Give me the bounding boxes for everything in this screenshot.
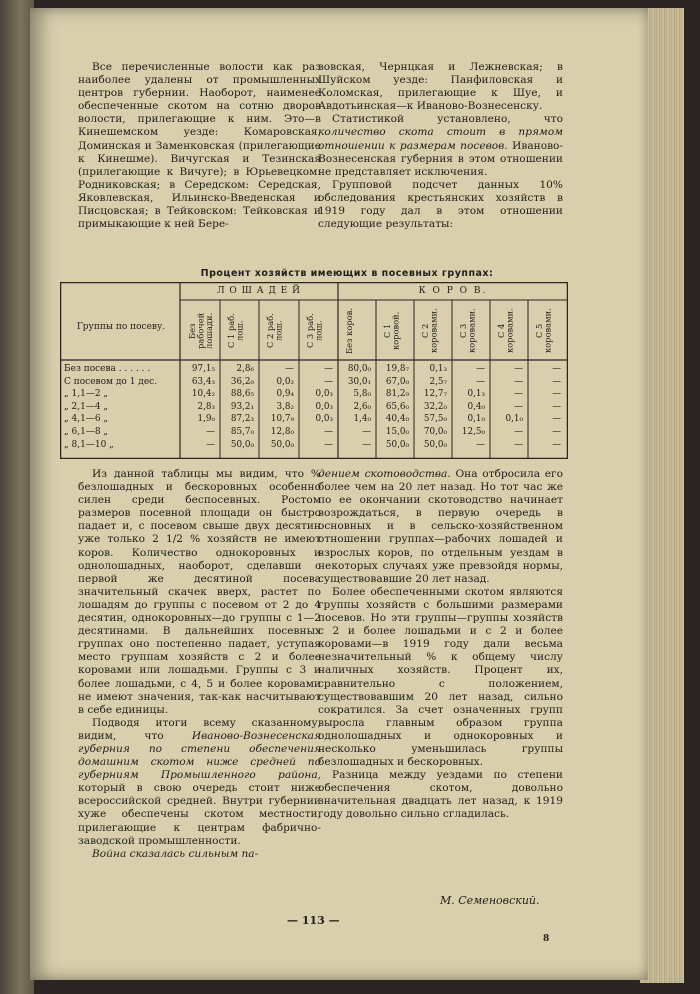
table-cell: 50,0₀: [385, 439, 409, 450]
col-header-cow: С 1 коровой.: [382, 311, 401, 351]
table-cell: 32,2₀: [423, 401, 447, 412]
table-cell: 50,0₀: [423, 439, 447, 450]
table-cell: 36,2₀: [230, 376, 254, 387]
table-cell: 12,8₀: [270, 427, 294, 437]
paragraph-7-cont: дением скотоводства. Она отбросила его более чем на 20 лет назад. Но тот час же по ее окончании скотоводство начинает возрождаться, в первую очередь в основных и в сельско-хозяйственном отношении группах—рабочих лошадей и взрослых коров, по отдельным уездам в некоторых случаях уже превзойдя нормы, существовавшие 20 лет назад.: [318, 468, 563, 585]
table-cell: —: [206, 439, 215, 450]
paragraph-6: Подводя итоги всему сказанному, видим, что Иваново-Вознесенская губерния по степени обеспечения домашним скотом ниже средней по губерниям Промышленного района, который в свою очередь стоит ниже всероссийской средней. Внутри губернии хуже обеспечены скотом местности, прилегающие к центрам фабрично-заводской промышленности.: [78, 716, 321, 847]
table-cell: —: [552, 376, 561, 387]
table-cell: 93,2₁: [230, 401, 254, 412]
table-cell: 87,2₃: [230, 414, 254, 425]
col-header-cow: С 5 коровами.: [534, 308, 553, 354]
row-label: С посевом до 1 дес.: [64, 376, 158, 387]
table-cell: —: [324, 376, 333, 387]
table-cell: —: [476, 364, 485, 374]
page-number: — 113 —: [287, 914, 340, 927]
table-cell: 12,7₇: [423, 389, 447, 400]
row-label: „ 8,1—10 „: [64, 439, 114, 450]
paragraph-7-start: Война сказалась сильным па-: [92, 847, 259, 860]
book-page: [30, 8, 648, 980]
table-cell: 2,5₇: [429, 376, 447, 387]
table-cell: —: [552, 389, 561, 400]
table-cell: 12,5₀: [461, 427, 485, 437]
table-cell: 10,7₉: [270, 414, 294, 425]
table-cell: 0,1₀: [505, 414, 523, 425]
table-cell: —: [514, 376, 523, 387]
table-cell: 0,1₃: [467, 389, 485, 400]
table-cell: 0,1₀: [467, 414, 485, 425]
table-cell: 67,0₀: [385, 376, 409, 387]
table-cell: —: [514, 439, 523, 450]
column-bottom-right: [318, 468, 563, 822]
table-cell: 97,1₅: [191, 364, 215, 374]
facing-page-edge: [0, 0, 34, 994]
table-cell: —: [362, 439, 371, 450]
paragraph-8: Более обеспеченными скотом являются группы хозяйств с большими размерами посевов. Но эти группы—группы хозяйств с 2 и более лошадьми и с 2 и более коровами—в 1919 году дали весьма незначительный % к общему числу наличных хозяйств. Процент их, сравнительно с положением, существовавшим 20 лет назад, сильно сократился. За счет означенных групп выросла главным образом группа однолошадных и однокоровных и несколько уменьшилась группы безлошадных и бескоровных.: [318, 585, 563, 769]
table-cell: —: [552, 414, 561, 425]
column-bottom-left: [78, 468, 321, 861]
header-horses: Л О Ш А Д Е Й: [217, 286, 301, 296]
col-header-cow: С 3 коровами.: [458, 308, 477, 354]
table-cell: 0,0₂: [276, 376, 294, 387]
table-cell: —: [324, 364, 333, 374]
table-cell: 50,0₀: [230, 439, 254, 450]
table-cell: —: [552, 364, 561, 374]
row-label: Без посева . . . . . .: [64, 364, 151, 374]
row-label: „ 6,1—8 „: [64, 427, 109, 437]
table-cell: 0,0₃: [315, 389, 333, 400]
row-label: „ 1,1—2 „: [64, 389, 109, 400]
paragraph-1: Все перечисленные волости как раз наиболее удалены от промышленных центров губернии. Наоборот, наименее обеспеченные скотом на сотню дворов волости, прилегающие к ним. Это—в Кинешемском уезде: Комаровская, Доминская и Заменковская (прилегающие к Кинешме). Вичугская и Тезинская (прилегающие к Вичуге); в Юрьевецком: Родниковская; в Середском: Середская, Яковлевская, Ильинско-Введенская и Писцовская; в Тейковском: Тейковская и примыкающие к ней Бере-: [78, 61, 321, 231]
table-cell: 2,8₃: [197, 401, 215, 412]
table-cell: 85,7₀: [230, 427, 254, 437]
paragraph-2: зовская, Чернцкая и Лежневская; в Шуйском уезде: Панфиловская и Коломская, прилегающие к Шуе, и Авдотьинская—к Иваново-Вознесенску.: [318, 61, 563, 113]
table-cell: 80,0₀: [347, 364, 371, 374]
col-header-horse: С 2 раб. лош.: [265, 313, 284, 349]
header-groups: Группы по посеву.: [76, 322, 166, 332]
paragraph-4: Групповой подсчет данных 10% обследования крестьянских хозяйств в 1919 году дал в этом отношении следующие результаты:: [318, 178, 563, 231]
table-cell: 0,0₃: [315, 401, 333, 412]
paragraph-9: Разница между уездами по степени обеспечения скотом, довольно значительная двадцать лет назад, к 1919 году довольно сильно сгладилась.: [318, 769, 563, 821]
header-cows: К О Р О В.: [418, 286, 488, 296]
table-cell: 1,9₀: [197, 414, 215, 425]
table-cell: —: [514, 427, 523, 437]
table-cell: 88,6₅: [230, 389, 254, 400]
table-cell: —: [476, 376, 485, 387]
col-header-horse: Без рабочей лошади.: [187, 312, 214, 350]
col-header-cow: Без коров.: [344, 308, 354, 354]
table-cell: —: [514, 364, 523, 374]
table-cell: 63,4₃: [191, 376, 215, 387]
table-cell: 3,8₂: [276, 401, 294, 412]
table-cell: —: [362, 427, 371, 437]
col-header-horse: С 3 раб. лош.: [305, 313, 324, 349]
col-header-cow: С 4 коровами.: [496, 308, 515, 354]
row-label: „ 4,1—6 „: [64, 414, 109, 425]
table-cell: 50,0₀: [270, 439, 294, 450]
table-cell: 0,4₀: [467, 401, 485, 412]
table-cell: 15,0₀: [385, 427, 409, 437]
paragraph-3: Статистикой установлено, что количество скота стоит в прямом отношении к размерам посевов. Иваново-Вознесенская губерния в этом отношении не представляет исключения.: [318, 113, 563, 178]
col-header-cow: С 2 коровами.: [420, 308, 439, 354]
row-label: „ 2,1—4 „: [64, 401, 109, 412]
table-cell: 0,9₄: [276, 389, 294, 400]
table-cell: 57,5₀: [423, 414, 447, 425]
table-cell: 2,8₆: [236, 364, 254, 374]
table-cell: 19,8₇: [385, 364, 409, 374]
table-cell: 1,4₀: [353, 414, 371, 425]
column-top-left: [78, 61, 321, 231]
table-cell: 30,0₁: [347, 376, 371, 387]
sheet-mark: 8: [543, 934, 550, 944]
table-cell: 70,0₀: [423, 427, 447, 437]
table-cell: —: [552, 401, 561, 412]
table-cell: 81,2₉: [385, 389, 409, 400]
table-cell: —: [514, 389, 523, 400]
author-signature: М. Семеновский.: [440, 894, 540, 907]
table-cell: 5,8₀: [353, 389, 371, 400]
table-cell: 40,4₀: [385, 414, 409, 425]
table-cell: —: [285, 364, 294, 374]
table-cell: —: [552, 439, 561, 450]
paragraph-5: Из данной таблицы мы видим, что % безлошадных и бескоровных особенно силен среди беспосевных. Ростом размеров посевной площади он быстро падает и, с посевом свыше двух десятин уже только 2 1/2 % хозяйств не имеют коров. Количество однокоровных и однолошадных, наоборот, сделавши с первой же десятиной посева значительный скачек вверх, растет по лошадям до группы с посевом от 2 до 4 десятин, однокоровных—до группы с 1—2 десятинами. В дальнейших посевных группах оно постепенно падает, уступая место группам хозяйств с 2 и более коровами или лошадьми. Группы с 3 и более лошадьми, с 4, 5 и более коровами не имеют значения, так-как насчитывают в себе единицы.: [78, 468, 321, 716]
table-cell: 0,1₃: [429, 364, 447, 374]
table-cell: 0,0₃: [315, 414, 333, 425]
table-cell: 2,6₀: [353, 401, 371, 412]
table-title: Процент хозяйств имеющих в посевных группах:: [200, 268, 494, 279]
table-cell: —: [514, 401, 523, 412]
table-cell: —: [324, 427, 333, 437]
column-top-right: [318, 61, 563, 231]
table-cell: 65,6₀: [385, 401, 409, 412]
table-cell: —: [476, 439, 485, 450]
table-cell: —: [324, 439, 333, 450]
col-header-horse: С 1 раб. лош.: [226, 313, 245, 349]
table-cell: —: [206, 427, 215, 437]
livestock-table: [60, 282, 568, 459]
table-cell: 10,4₂: [191, 389, 215, 400]
table-cell: —: [552, 427, 561, 437]
